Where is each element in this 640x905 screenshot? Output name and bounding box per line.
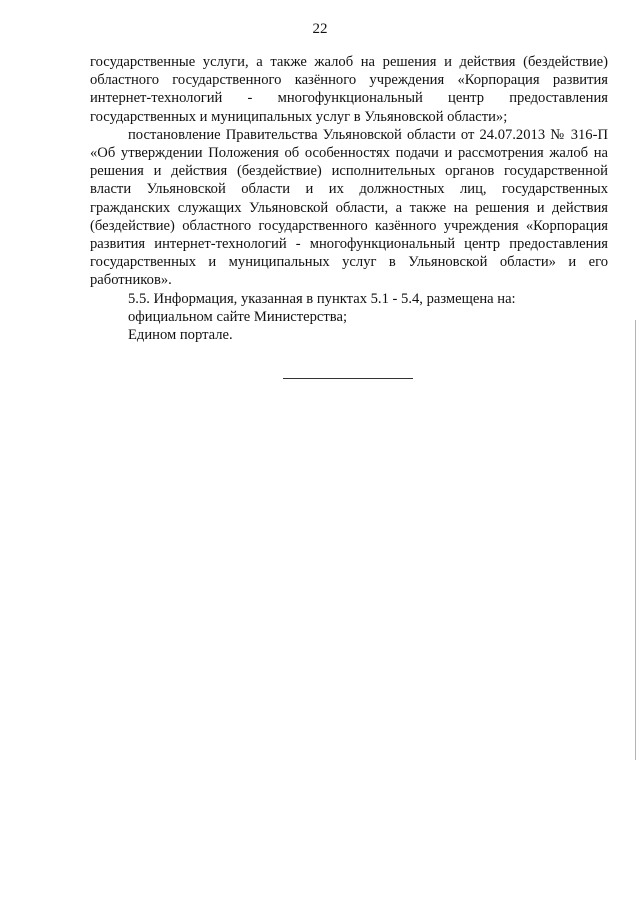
paragraph-ministry-website: официальном сайте Министерства; [128,308,348,325]
paragraph-unified-portal: Едином портале. [128,327,233,344]
paragraph-complaints-continuation: государственные услуги, а также жалоб на решения и действия (бездействие) областного государственного казённого учреждения «Корпорация развития интернет-технологий - многофункциональный центр предоставления государственных и муниципальных услуг в Ульяновской области»; [90,54,608,125]
paragraph-government-resolution: постановление Правительства Ульяновской области от 24.07.2013 № 316-П «Об утверждении Положения об особенностях подачи и рассмотрения жалоб на решения и действия (бездействие) исполнительных органов государственной власти Ульяновской области и их должностных лиц, государственных гражданских служащих Ульяновской области, а также на решения и действия (бездействие) областного государственного казённого учреждения «Корпорация развития интернет-технологий - многофункциональный центр предоставления государственных и муниципальных услуг в Ульяновской области» и его работников». [90,126,608,289]
scan-edge-line [635,320,636,760]
paragraph-section-5-5: 5.5. Информация, указанная в пунктах 5.1 - 5.4, размещена на: [128,290,516,307]
page-number: 22 [312,21,328,37]
closing-divider-line [283,378,413,379]
document-body [90,53,608,344]
